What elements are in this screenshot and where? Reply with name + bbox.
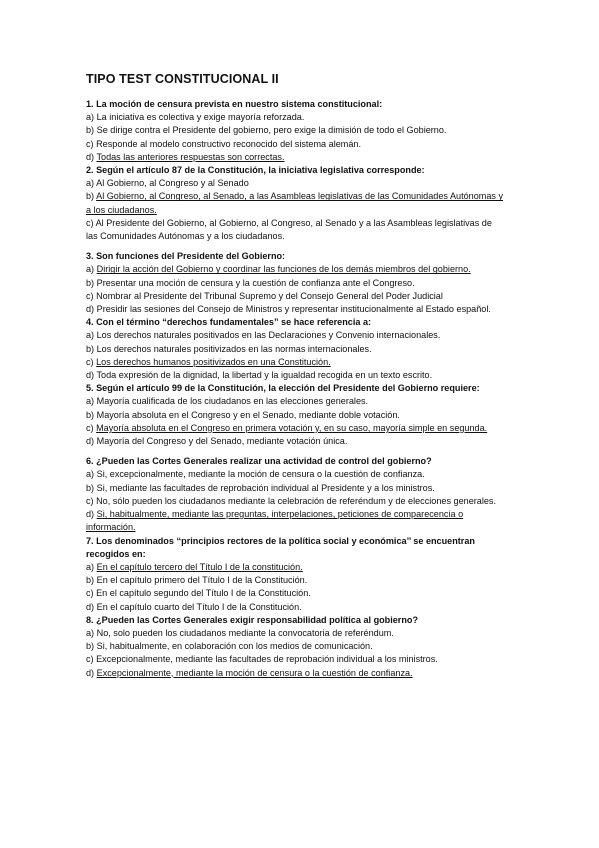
option-letter: b): [86, 641, 95, 652]
option-text: En el capítulo cuarto del Título I de la Constitución.: [96, 601, 302, 612]
option-text: Todas las anteriores respuestas son correctas.: [96, 151, 285, 162]
option-text: La iniciativa es colectiva y exige mayoría reforzada.: [96, 112, 305, 123]
question-text: 7. Los denominados ‘‘principios rectores de la política social y económica’’ se encuentran recogidos en:: [86, 535, 475, 559]
option-letter: d): [86, 370, 95, 381]
option-text: Mayoría absoluta en el Congreso en primera votación y, en su caso, mayoría simple en segunda.: [96, 422, 488, 433]
question-5: [86, 382, 506, 448]
spacer: [86, 243, 506, 250]
question-text: 3. Son funciones del Presidente del Gobierno:: [86, 251, 286, 262]
option-b: [86, 409, 506, 422]
question-text: 2. Según el artículo 87 de la Constitución, la iniciativa legislativa corresponde:: [86, 165, 425, 176]
option-letter: d): [86, 601, 95, 612]
option-b: [86, 343, 506, 356]
document-title: TIPO TEST CONSTITUCIONAL II: [86, 72, 279, 86]
option-b: [86, 482, 506, 495]
option-letter: b): [86, 409, 95, 420]
option-b-correct: [86, 190, 506, 216]
option-d: [86, 303, 506, 316]
option-d-correct: [86, 667, 506, 680]
option-a: [86, 627, 506, 640]
question-7: [86, 535, 506, 614]
option-letter: c): [86, 356, 94, 367]
option-text: Mayoría del Congreso y del Senado, mediante votación única.: [96, 436, 348, 447]
option-letter: d): [86, 151, 95, 162]
option-text: Presidir las sesiones del Consejo de Ministros y representar institucionalmente al Estado español.: [96, 304, 491, 315]
option-text: Excepcionalmente, mediante la moción de censura o la cuestión de confianza.: [96, 667, 413, 678]
option-letter: b): [86, 191, 95, 202]
option-letter: a): [86, 469, 95, 480]
option-letter: a): [86, 330, 95, 341]
document-page: [86, 72, 506, 680]
option-a-correct: [86, 263, 506, 276]
option-text: Mayoría cualificada de los ciudadanos en las elecciones generales.: [96, 396, 369, 407]
option-b: [86, 124, 506, 137]
option-text: Al Presidente del Gobierno, al Gobierno, al Congreso, al Senado y a las Asambleas legislativas de las Comunidades Autónomas y a los ciudadanos.: [86, 217, 492, 242]
option-c: [86, 495, 506, 508]
option-letter: d): [86, 509, 95, 520]
question-2: [86, 164, 506, 243]
option-text: Se dirige contra el Presidente del gobierno, pero exige la dimisión de todo el Gobierno.: [96, 125, 447, 136]
option-a: [86, 468, 506, 481]
option-d-correct: [86, 508, 506, 534]
option-text: Al Gobierno, al Congreso, al Senado, a las Asambleas legislativas de las Comunidades Autónomas y a los ciudadanos.: [86, 191, 504, 215]
option-text: Toda expresión de la dignidad, la libertad y la igualdad recogida en un texto escrito.: [96, 370, 433, 381]
option-text: Al Gobierno, al Congreso y al Senado: [96, 178, 249, 189]
option-text: Los derechos humanos positivizados en una Constitución.: [96, 356, 331, 367]
option-a: [86, 395, 506, 408]
option-letter: c): [86, 495, 94, 506]
question-4: [86, 316, 506, 382]
option-text: Nombrar al Presidente del Tribunal Supremo y del Consejo General del Poder Judicial: [96, 290, 443, 301]
option-d: [86, 369, 506, 382]
option-a: [86, 111, 506, 124]
option-c-correct: [86, 422, 506, 435]
question-text: 6. ¿Pueden las Cortes Generales realizar una actividad de control del gobierno?: [86, 456, 432, 467]
option-letter: d): [86, 667, 95, 678]
option-text: Presentar una moción de censura y la cuestión de confianza ante el Congreso.: [96, 277, 415, 288]
question-8: [86, 614, 506, 680]
question-text: 1. La moción de censura prevista en nuestro sistema constitucional:: [86, 99, 383, 109]
option-text: Los derechos naturales positivizados en las normas internacionales.: [96, 343, 372, 354]
option-text: Dirigir la acción del Gobierno y coordinar las funciones de los demás miembros del gobierno.: [96, 264, 471, 275]
option-a: [86, 177, 506, 190]
option-letter: a): [86, 627, 95, 638]
option-text: En el capítulo tercero del Título I de la constitución.: [96, 561, 303, 572]
spacer: [86, 448, 506, 455]
option-letter: b): [86, 575, 95, 586]
option-letter: c): [86, 654, 94, 665]
option-c: [86, 653, 506, 666]
option-text: Si, mediante las facultades de reprobación individual al Presidente y a los ministros.: [96, 482, 435, 493]
question-1: [86, 98, 506, 164]
option-c: [86, 587, 506, 600]
option-text: Mayoría absoluta en el Congreso y en el Senado, mediante doble votación.: [96, 409, 400, 420]
option-letter: c): [86, 290, 94, 301]
question-6: [86, 455, 506, 534]
question-text: 4. Con el término “derechos fundamentales” se hace referencia a:: [86, 317, 372, 328]
option-text: No, solo pueden los ciudadanos mediante la convocatoria de referéndum.: [96, 627, 394, 638]
option-letter: c): [86, 422, 94, 433]
option-letter: c): [86, 588, 94, 599]
option-c: [86, 217, 506, 243]
option-c: [86, 138, 506, 151]
option-text: Si, excepcionalmente, mediante la moción de censura o la cuestión de confianza.: [96, 469, 425, 480]
option-text: Los derechos naturales positivados en las Declaraciones y Convenio internacionales.: [96, 330, 441, 341]
option-letter: a): [86, 112, 95, 123]
option-text: No, sólo pueden los ciudadanos mediante la celebración de referéndum y de elecciones generales.: [96, 495, 496, 506]
option-letter: d): [86, 436, 95, 447]
option-b: [86, 640, 506, 653]
question-3: [86, 250, 506, 316]
option-letter: b): [86, 343, 95, 354]
option-text: Responde al modelo constructivo reconocido del sistema alemán.: [96, 138, 361, 149]
option-letter: c): [86, 217, 94, 228]
question-text: 8. ¿Pueden las Cortes Generales exigir responsabilidad política al gobierno?: [86, 614, 419, 625]
option-d: [86, 435, 506, 448]
question-text: 5. Según el artículo 99 de la Constitución, la elección del Presidente del Gobierno requiere:: [86, 383, 480, 394]
option-d-correct: [86, 151, 506, 164]
option-letter: b): [86, 482, 95, 493]
option-text: En el capítulo primero del Título I de la Constitución.: [96, 575, 308, 586]
option-letter: b): [86, 125, 95, 136]
option-text: Si, habitualmente, en colaboración con los medios de comunicación.: [96, 641, 373, 652]
option-letter: c): [86, 138, 94, 149]
option-b: [86, 574, 506, 587]
option-letter: a): [86, 178, 95, 189]
option-letter: a): [86, 396, 95, 407]
option-letter: a): [86, 561, 95, 572]
option-a-correct: [86, 561, 506, 574]
option-letter: a): [86, 264, 95, 275]
option-d: [86, 601, 506, 614]
option-c: [86, 290, 506, 303]
option-letter: d): [86, 304, 95, 315]
option-text: Excepcionalmente, mediante las facultades de reprobación individual a los ministros.: [96, 654, 438, 665]
option-b: [86, 277, 506, 290]
option-text: Si, habitualmente, mediante las preguntas, interpelaciones, peticiones de comparecencia o información.: [86, 509, 464, 533]
option-text: En el capítulo segundo del Título I de la Constitución.: [96, 588, 311, 599]
option-c-correct: [86, 356, 506, 369]
option-letter: b): [86, 277, 95, 288]
option-a: [86, 329, 506, 342]
